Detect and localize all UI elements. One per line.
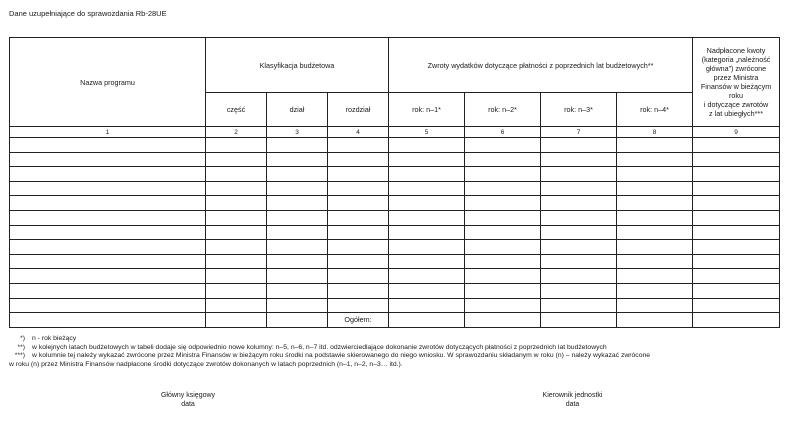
footnotes <box>9 335 779 369</box>
table-row <box>10 181 780 196</box>
footnote-continuation: w roku (n) przez Ministra Finansów nadpłacone środki dotyczące zwrotów dokonanych w latach poprzednich (n–1, n–2, n–3… itd.). <box>9 360 403 368</box>
table-cell[interactable] <box>328 138 389 153</box>
table-cell[interactable] <box>389 152 465 167</box>
table-row <box>10 254 780 269</box>
table-cell[interactable] <box>465 313 541 328</box>
table-cell[interactable] <box>206 283 267 298</box>
col-czesc: część <box>206 93 267 127</box>
col-number: 9 <box>693 127 780 138</box>
report-table <box>9 37 780 328</box>
table-cell[interactable] <box>206 313 267 328</box>
table-cell[interactable] <box>465 167 541 182</box>
table-cell[interactable] <box>328 283 389 298</box>
returns-header: Zwroty wydatków dotyczące płatności z poprzednich lat budżetowych** <box>389 38 693 93</box>
table-cell[interactable] <box>389 269 465 284</box>
table-cell[interactable] <box>693 196 780 211</box>
table-cell[interactable] <box>693 313 780 328</box>
table-cell[interactable] <box>541 196 617 211</box>
col-number: 8 <box>617 127 693 138</box>
table-cell[interactable] <box>267 167 328 182</box>
table-cell[interactable] <box>693 138 780 153</box>
table-cell[interactable] <box>465 152 541 167</box>
table-cell[interactable] <box>267 283 328 298</box>
table-cell[interactable] <box>617 196 693 211</box>
table-cell[interactable] <box>617 181 693 196</box>
table-cell[interactable] <box>389 196 465 211</box>
table-cell[interactable] <box>617 283 693 298</box>
table-cell[interactable] <box>206 254 267 269</box>
col-rozdzial: rozdział <box>328 93 389 127</box>
table-cell[interactable] <box>389 313 465 328</box>
table-cell[interactable] <box>389 225 465 240</box>
table-cell[interactable] <box>465 254 541 269</box>
overpaid-header: Nadpłacone kwoty (kategoria „należność główna”) zwrócone przez Ministra Finansów w bieżącym roku i dotyczące zwrotów z lat ubiegłych*** <box>693 38 780 127</box>
table-cell[interactable] <box>693 283 780 298</box>
table-cell[interactable] <box>465 138 541 153</box>
table-cell[interactable] <box>10 210 206 225</box>
table-cell[interactable] <box>10 196 206 211</box>
table-cell[interactable] <box>267 298 328 313</box>
col-number: 1 <box>10 127 206 138</box>
footnote: *) n - rok bieżący <box>20 335 77 342</box>
table-cell[interactable] <box>328 269 389 284</box>
accountant-signature: Główny księgowy data <box>160 392 216 408</box>
table-cell[interactable] <box>541 240 617 255</box>
table-cell[interactable] <box>10 138 206 153</box>
table-cell[interactable] <box>389 254 465 269</box>
table-cell[interactable] <box>267 269 328 284</box>
table-cell[interactable] <box>328 254 389 269</box>
table-cell[interactable] <box>206 210 267 225</box>
column-numbers-row <box>10 127 780 138</box>
table-cell[interactable] <box>465 269 541 284</box>
table-cell[interactable] <box>541 210 617 225</box>
table-cell[interactable] <box>693 254 780 269</box>
table-cell[interactable] <box>541 298 617 313</box>
classification-header: Klasyfikacja budżetowa <box>206 38 389 93</box>
table-cell[interactable] <box>465 181 541 196</box>
table-cell[interactable] <box>541 225 617 240</box>
table-row <box>10 225 780 240</box>
table-cell[interactable] <box>206 196 267 211</box>
table-cell[interactable] <box>328 240 389 255</box>
col-number: 4 <box>328 127 389 138</box>
table-cell[interactable] <box>267 240 328 255</box>
col-number: 7 <box>541 127 617 138</box>
table-cell[interactable] <box>465 283 541 298</box>
table-cell[interactable] <box>541 152 617 167</box>
col-year-n3: rok: n–3* <box>541 93 617 127</box>
table-cell[interactable] <box>541 254 617 269</box>
table-cell[interactable] <box>693 152 780 167</box>
table-cell[interactable] <box>10 181 206 196</box>
table-cell[interactable] <box>10 152 206 167</box>
table-cell[interactable] <box>541 283 617 298</box>
table-cell[interactable] <box>206 298 267 313</box>
table-cell[interactable] <box>206 152 267 167</box>
table-cell[interactable] <box>10 167 206 182</box>
table-cell[interactable] <box>328 196 389 211</box>
table-cell[interactable] <box>206 269 267 284</box>
table-cell[interactable] <box>693 167 780 182</box>
table-cell[interactable] <box>10 283 206 298</box>
table-cell[interactable] <box>206 138 267 153</box>
table-cell[interactable] <box>389 181 465 196</box>
table-cell[interactable] <box>541 138 617 153</box>
table-row <box>10 269 780 284</box>
table-cell[interactable] <box>328 152 389 167</box>
manager-signature: Kierownik jednostki data <box>542 392 603 408</box>
table-cell[interactable] <box>267 210 328 225</box>
table-cell[interactable] <box>10 313 206 328</box>
table-row <box>10 240 780 255</box>
table-cell[interactable] <box>267 196 328 211</box>
table-cell[interactable] <box>267 225 328 240</box>
table-cell[interactable] <box>693 225 780 240</box>
table-cell[interactable] <box>541 269 617 284</box>
table-cell[interactable] <box>617 298 693 313</box>
col-number: 2 <box>206 127 267 138</box>
table-cell[interactable] <box>693 298 780 313</box>
form-caption: Dane uzupełniające do sprawozdania Rb-28UE <box>9 9 167 18</box>
table-cell[interactable] <box>465 240 541 255</box>
table-row <box>10 298 780 313</box>
table-cell[interactable] <box>541 167 617 182</box>
table-cell[interactable] <box>389 298 465 313</box>
table-cell[interactable] <box>693 181 780 196</box>
table-cell[interactable] <box>389 283 465 298</box>
table-cell[interactable] <box>267 138 328 153</box>
table-cell[interactable] <box>10 240 206 255</box>
table-cell[interactable] <box>10 298 206 313</box>
table-cell[interactable] <box>617 167 693 182</box>
col-year-n1: rok: n–1* <box>389 93 465 127</box>
col-number: 6 <box>465 127 541 138</box>
table-cell[interactable] <box>10 269 206 284</box>
table-cell[interactable] <box>617 225 693 240</box>
col-year-n4: rok: n–4* <box>617 93 693 127</box>
table-cell[interactable] <box>541 313 617 328</box>
table-cell[interactable] <box>465 210 541 225</box>
col-number: 3 <box>267 127 328 138</box>
table-cell[interactable] <box>328 225 389 240</box>
table-row <box>10 196 780 211</box>
table-cell[interactable] <box>389 167 465 182</box>
table-cell[interactable] <box>617 138 693 153</box>
table-cell[interactable] <box>267 152 328 167</box>
table-row <box>10 210 780 225</box>
table-cell[interactable] <box>617 313 693 328</box>
table-cell[interactable] <box>267 181 328 196</box>
table-cell[interactable] <box>267 313 328 328</box>
table-cell[interactable] <box>465 196 541 211</box>
table-cell[interactable] <box>617 210 693 225</box>
table-cell[interactable] <box>617 254 693 269</box>
table-cell[interactable] <box>465 225 541 240</box>
table-cell[interactable] <box>267 254 328 269</box>
table-cell[interactable] <box>328 181 389 196</box>
table-cell[interactable] <box>206 240 267 255</box>
table-cell[interactable] <box>693 210 780 225</box>
table-cell[interactable] <box>541 181 617 196</box>
table-row <box>10 138 780 153</box>
total-row <box>10 313 780 328</box>
table-cell[interactable] <box>328 210 389 225</box>
table-cell[interactable] <box>693 240 780 255</box>
table-cell[interactable] <box>328 167 389 182</box>
table-cell[interactable] <box>389 240 465 255</box>
footnote: **) w kolejnych latach budżetowych w tabeli dodaje się odpowiednio nowe kolumny: n–5, n–6, n–7 itd. odzwierciedlające dokonanie zwrotów dotyczących płatności z poprzednich lat budżetowych <box>17 343 607 351</box>
table-cell[interactable] <box>206 167 267 182</box>
table-cell[interactable] <box>693 269 780 284</box>
program-name-header: Nazwa programu <box>10 38 206 127</box>
table-cell[interactable] <box>10 225 206 240</box>
table-cell[interactable] <box>206 225 267 240</box>
table-row <box>10 283 780 298</box>
table-row <box>10 152 780 167</box>
table-cell[interactable] <box>465 298 541 313</box>
total-label: Ogółem: <box>328 313 389 328</box>
table-cell[interactable] <box>206 181 267 196</box>
table-cell[interactable] <box>617 152 693 167</box>
table-cell[interactable] <box>389 138 465 153</box>
col-dzial: dział <box>267 93 328 127</box>
table-cell[interactable] <box>617 269 693 284</box>
col-year-n2: rok: n–2* <box>465 93 541 127</box>
table-cell[interactable] <box>10 254 206 269</box>
table-cell[interactable] <box>328 298 389 313</box>
table-cell[interactable] <box>389 210 465 225</box>
col-number: 5 <box>389 127 465 138</box>
table-row <box>10 167 780 182</box>
table-cell[interactable] <box>617 240 693 255</box>
footnote: ***) w kolumnie tej należy wykazać zwrócone przez Ministra Finansów w bieżącym roku środki na podstawie skierowanego do niego wniosku. W sprawozdaniu składanym w roku (n) – należy wykazać zwrócone <box>14 352 651 360</box>
